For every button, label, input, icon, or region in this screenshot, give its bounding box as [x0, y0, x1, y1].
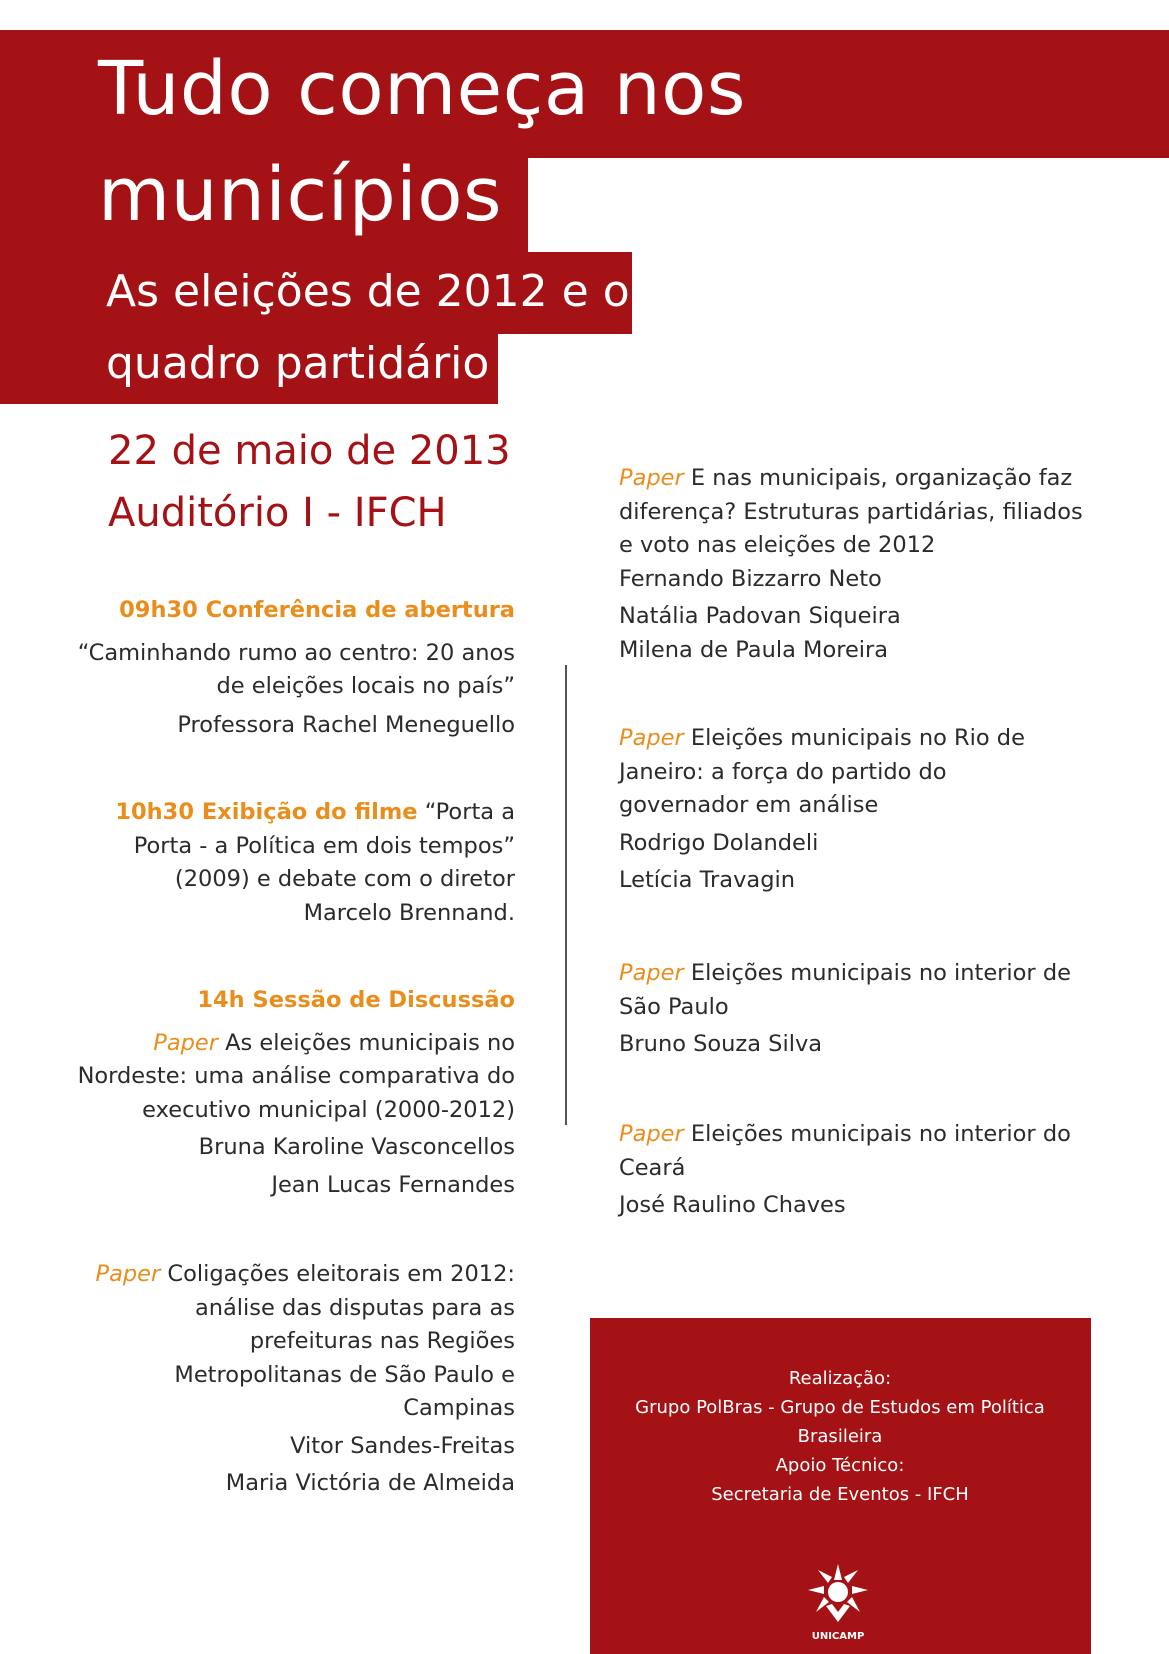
paper-right-1-author3: Milena de Paula Moreira — [619, 636, 889, 663]
paper-right-1-line2: diferença? Estruturas partidárias, filiados — [619, 498, 1083, 525]
paper-right-4-line2: Ceará — [619, 1154, 686, 1181]
film-text-4: Marcelo Brennand. — [303, 899, 515, 926]
paper-right-1-block — [619, 462, 1104, 667]
footer-line1: Realização: — [788, 1368, 892, 1389]
footer-line4: Apoio Técnico: — [775, 1455, 905, 1476]
footer-line2: Grupo PolBras - Grupo de Estudos em Política — [635, 1397, 1045, 1418]
column-divider — [565, 665, 567, 1125]
paper-left-2-author1: Vitor Sandes-Freitas — [290, 1432, 515, 1459]
paper-right-3-author1: Bruno Souza Silva — [619, 1031, 823, 1057]
subtitle-line-2: quadro partidário — [106, 338, 490, 389]
opening-title-line2: de eleições locais no país” — [216, 673, 515, 699]
film-line1 — [70, 796, 515, 830]
paper-left-1-author2: Jean Lucas Fernandes — [271, 1171, 515, 1198]
paper-label: Paper — [95, 1261, 161, 1287]
paper-left-2-line2: análise das disputas para as — [194, 1294, 515, 1321]
paper-right-3-line1 — [619, 957, 1104, 991]
paper-right-4-author1: José Raulino Chaves — [619, 1192, 846, 1218]
paper-left-2-block — [70, 1258, 515, 1501]
footer-line3: Brasileira — [797, 1426, 883, 1447]
paper-title-text: Eleições municipais no Rio de — [690, 725, 1025, 751]
session-heading: 14h Sessão de Discussão — [197, 987, 515, 1013]
paper-right-2-line3: governador em análise — [619, 792, 879, 818]
paper-right-2-line2: Janeiro: a força do partido do — [619, 758, 947, 785]
subtitle-line-1: As eleições de 2012 e o — [106, 266, 630, 317]
opening-heading: 09h30 Conferência de abertura — [119, 597, 515, 623]
footer-credits — [590, 1364, 1090, 1509]
paper-right-2-block — [619, 722, 1104, 898]
title-line-2: municípios — [98, 152, 503, 238]
film-text-1: “Porta a — [424, 799, 515, 825]
paper-title-text: Eleições municipais no interior do — [690, 1121, 1071, 1147]
paper-left-1-line2: Nordeste: uma análise comparativa do — [77, 1063, 515, 1089]
opening-speaker: Professora Rachel Meneguello — [177, 711, 515, 738]
opening-title-line1: “Caminhando rumo ao centro: 20 anos — [77, 639, 515, 666]
paper-right-3-line2: São Paulo — [619, 993, 729, 1020]
paper-label: Paper — [153, 1029, 218, 1056]
paper-title-text: Coligações eleitorais em 2012: — [167, 1261, 515, 1287]
paper-title-text: As eleições municipais no — [225, 1029, 515, 1056]
film-heading: 10h30 Exibição do filme — [115, 799, 418, 825]
paper-right-2-line1 — [619, 722, 1104, 756]
event-venue: Auditório I - IFCH — [108, 490, 447, 536]
paper-right-1-author2: Natália Padovan Siqueira — [619, 603, 901, 629]
paper-left-2-author2: Maria Victória de Almeida — [225, 1470, 515, 1496]
paper-left-2-line4: Metropolitanas de São Paulo e — [174, 1361, 515, 1388]
paper-right-4-block — [619, 1118, 1104, 1223]
paper-left-2-line1 — [70, 1258, 515, 1292]
paper-label: Paper — [619, 960, 684, 986]
title-line-1: Tudo começa nos — [98, 46, 746, 132]
paper-left-2-line5: Campinas — [403, 1395, 515, 1421]
paper-label: Paper — [619, 1121, 684, 1147]
footer-line5: Secretaria de Eventos - IFCH — [711, 1484, 969, 1505]
film-block — [70, 796, 515, 930]
paper-left-1-line1 — [70, 1027, 515, 1061]
paper-right-3-block — [619, 957, 1104, 1062]
paper-right-2-author2: Letícia Travagin — [619, 867, 795, 893]
paper-title-text: E nas municipais, organização faz — [690, 465, 1073, 491]
paper-right-4-line1 — [619, 1118, 1104, 1152]
event-info — [108, 420, 511, 544]
svg-text:UNICAMP: UNICAMP — [811, 1631, 865, 1642]
paper-left-1-author1: Bruna Karoline Vasconcellos — [198, 1134, 515, 1160]
paper-left-1-line3: executivo municipal (2000-2012) — [142, 1096, 515, 1123]
paper-label: Paper — [619, 725, 684, 751]
paper-right-1-line3: e voto nas eleições de 2012 — [619, 532, 936, 558]
film-text-2: Porta - a Política em dois tempos” — [133, 832, 515, 859]
session-block — [70, 984, 515, 1202]
paper-title-text: Eleições municipais no interior de — [690, 960, 1071, 986]
paper-right-1-line1 — [619, 462, 1104, 496]
paper-left-2-line3: prefeituras nas Regiões — [249, 1328, 515, 1354]
paper-right-2-author1: Rodrigo Dolandeli — [619, 829, 819, 856]
opening-block — [70, 594, 515, 742]
paper-right-1-author1: Fernando Bizzarro Neto — [619, 565, 882, 592]
unicamp-logo-icon — [800, 1560, 876, 1642]
event-date: 22 de maio de 2013 — [108, 428, 511, 474]
unicamp-logo — [800, 1560, 876, 1642]
film-text-3: (2009) e debate com o diretor — [174, 866, 515, 892]
paper-label: Paper — [619, 465, 684, 491]
